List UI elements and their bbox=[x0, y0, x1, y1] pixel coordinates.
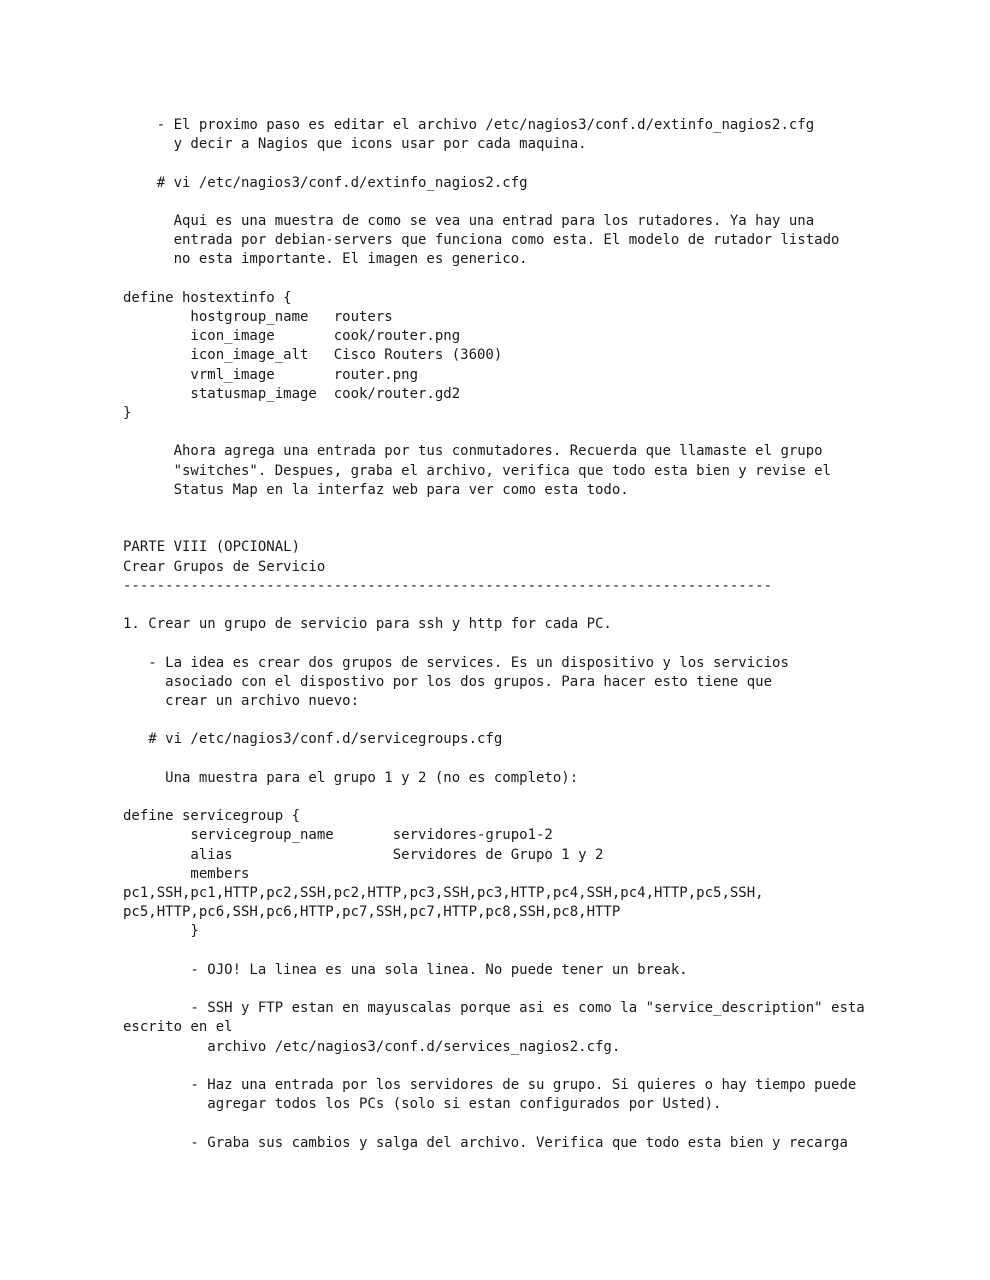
text-line: - Graba sus cambios y salga del archivo. Verifica que todo esta bien y recarga bbox=[123, 1134, 848, 1151]
text-line: pc5,HTTP,pc6,SSH,pc6,HTTP,pc7,SSH,pc7,HTTP,pc8,SSH,pc8,HTTP bbox=[123, 904, 621, 921]
text-line: "switches". Despues, graba el archivo, verifica que todo esta bien y revise el bbox=[123, 462, 832, 479]
text-line: escrito en el bbox=[123, 1019, 233, 1036]
text-line: ----------------------------------------------------------------------------- bbox=[123, 577, 773, 594]
text-line: # vi /etc/nagios3/conf.d/servicegroups.cfg bbox=[123, 731, 503, 748]
text-line: vrml_image router.png bbox=[123, 366, 419, 383]
text-line: - Haz una entrada por los servidores de su grupo. Si quieres o hay tiempo puede bbox=[123, 1077, 857, 1093]
text-line: pc1,SSH,pc1,HTTP,pc2,SSH,pc2,HTTP,pc3,SSH,pc3,HTTP,pc4,SSH,pc4,HTTP,pc5,SSH, bbox=[123, 885, 764, 901]
text-line: - La idea es crear dos grupos de services. Es un dispositivo y los servicios bbox=[123, 654, 789, 671]
text-line: Crear Grupos de Servicio bbox=[123, 558, 326, 575]
text-line: - El proximo paso es editar el archivo /etc/nagios3/conf.d/extinfo_nagios2.cfg bbox=[123, 117, 815, 133]
text-line: crear un archivo nuevo: bbox=[123, 693, 360, 709]
text-line: y decir a Nagios que icons usar por cada maquina. bbox=[123, 136, 587, 153]
text-line: Ahora agrega una entrada por tus conmutadores. Recuerda que llamaste el grupo bbox=[123, 443, 823, 460]
text-line: members bbox=[123, 865, 250, 882]
text-line: icon_image_alt Cisco Routers (3600) bbox=[123, 347, 503, 364]
text-line: asociado con el dispostivo por los dos grupos. Para hacer esto tiene que bbox=[123, 673, 773, 690]
text-line: define servicegroup { bbox=[123, 808, 301, 825]
text-line: define hostextinfo { bbox=[123, 289, 292, 306]
text-line: alias Servidores de Grupo 1 y 2 bbox=[123, 846, 604, 863]
text-line: Status Map en la interfaz web para ver como esta todo. bbox=[123, 481, 629, 498]
text-line: # vi /etc/nagios3/conf.d/extinfo_nagios2.cfg bbox=[123, 174, 528, 191]
text-line: statusmap_image cook/router.gd2 bbox=[123, 385, 461, 402]
text-line: Una muestra para el grupo 1 y 2 (no es completo): bbox=[123, 769, 579, 786]
text-line: hostgroup_name routers bbox=[123, 309, 393, 325]
text-line: - OJO! La linea es una sola linea. No puede tener un break. bbox=[123, 961, 688, 978]
text-line: Aqui es una muestra de como se vea una entrad para los rutadores. Ya hay una bbox=[123, 213, 815, 229]
text-line: } bbox=[123, 923, 199, 940]
text-line: no esta importante. El imagen es generico. bbox=[123, 251, 528, 268]
text-line: 1. Crear un grupo de servicio para ssh y http for cada PC. bbox=[123, 616, 612, 633]
text-line: agregar todos los PCs (solo si estan configurados por Usted). bbox=[123, 1096, 722, 1113]
text-line: } bbox=[123, 405, 132, 421]
text-line: entrada por debian-servers que funciona como esta. El modelo de rutador listado bbox=[123, 232, 840, 249]
text-line: archivo /etc/nagios3/conf.d/services_nagios2.cfg. bbox=[123, 1038, 621, 1055]
text-line: PARTE VIII (OPCIONAL) bbox=[123, 539, 301, 556]
text-line: icon_image cook/router.png bbox=[123, 328, 461, 345]
text-line: servicegroup_name servidores-grupo1-2 bbox=[123, 827, 553, 844]
text-line: - SSH y FTP estan en mayuscalas porque asi es como la "service_description" esta bbox=[123, 1000, 865, 1017]
